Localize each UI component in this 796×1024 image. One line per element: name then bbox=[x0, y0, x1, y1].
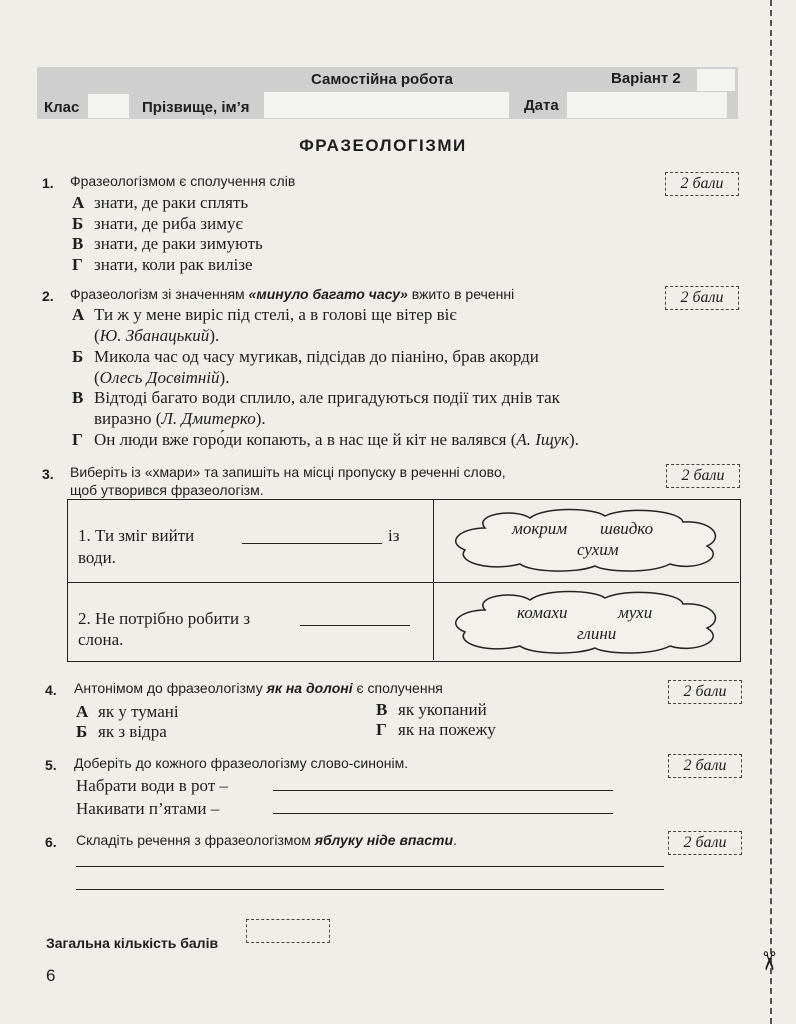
work-title: Самостійна робота bbox=[311, 71, 453, 88]
q3-text-line1: Виберіть із «хмари» та запишіть на місці пропуску в реченні слово, bbox=[70, 464, 506, 480]
q2-text: Фразеологізм зі значенням «минуло багато часу» вжито в реченні bbox=[70, 286, 515, 302]
scissors-icon: ✂ bbox=[753, 950, 783, 972]
cloud-2-word-1[interactable]: комахи bbox=[517, 603, 568, 622]
q3-number: 3. bbox=[42, 466, 54, 482]
q1-text: Фразеологізмом є сполучення слів bbox=[70, 173, 296, 189]
q4-option-a[interactable]: А як у тумані bbox=[76, 702, 179, 721]
variant-field[interactable] bbox=[697, 69, 735, 91]
page-number: 6 bbox=[46, 966, 56, 985]
q5-points: 2 бали bbox=[668, 754, 742, 778]
q2-option-v[interactable]: В Відтоді багато води сплило, але пригадуються події тих днів так bbox=[72, 388, 560, 407]
q3-row1-before: 1. Ти зміг вийти bbox=[78, 526, 195, 545]
q6-number: 6. bbox=[45, 834, 57, 850]
q4-number: 4. bbox=[45, 682, 57, 698]
q2-points: 2 бали bbox=[665, 286, 739, 310]
q4-option-g[interactable]: Г як на пожежу bbox=[376, 720, 496, 739]
q5-number: 5. bbox=[45, 757, 57, 773]
q5-item-1-answer-line[interactable] bbox=[273, 790, 613, 791]
q1-option-g[interactable]: Г знати, коли рак вилізе bbox=[72, 255, 253, 274]
q3-row1-blank[interactable] bbox=[242, 543, 382, 544]
q1-number: 1. bbox=[42, 175, 54, 191]
q3-table-hline bbox=[68, 582, 739, 583]
q5-text: Доберіть до кожного фразеологізму слово-синонім. bbox=[74, 755, 409, 771]
q2-option-v-source: виразно (Л. Дмитерко). bbox=[94, 409, 266, 428]
variant-label: Варіант 2 bbox=[611, 70, 681, 87]
cloud-2-word-2[interactable]: мухи bbox=[618, 603, 653, 622]
q5-item-2: Накивати п’ятами – bbox=[76, 799, 220, 818]
q2-number: 2. bbox=[42, 288, 54, 304]
q6-answer-line-2[interactable] bbox=[76, 889, 664, 890]
q4-text: Антонімом до фразеологізму як на долоні є сполучення bbox=[74, 680, 443, 696]
q3-table-vline bbox=[433, 500, 434, 660]
q1-option-b[interactable]: Б знати, де риба зимує bbox=[72, 214, 243, 233]
q6-text: Складіть речення з фразеологізмом яблуку ніде впасти. bbox=[76, 832, 457, 848]
total-points-label: Загальна кількість балів bbox=[46, 935, 219, 951]
q2-option-a[interactable]: А Ти ж у мене виріс під стелі, а в голові ще вітер віє bbox=[72, 305, 457, 324]
q2-option-b-source: (Олесь Досвітній). bbox=[94, 368, 230, 387]
class-label: Клас bbox=[44, 99, 80, 116]
topic-title: ФРАЗЕОЛОГІЗМИ bbox=[299, 136, 467, 155]
q3-row2-before: 2. Не потрібно робити з bbox=[78, 609, 251, 628]
q1-points: 2 бали bbox=[665, 172, 739, 196]
cloud-1-word-3[interactable]: сухим bbox=[577, 540, 619, 559]
q4-points: 2 бали bbox=[668, 680, 742, 704]
q3-text-line2: щоб утворився фразеологізм. bbox=[70, 482, 264, 498]
q3-row2-blank[interactable] bbox=[300, 625, 410, 626]
q2-option-a-source: (Ю. Збанацький). bbox=[94, 326, 220, 345]
date-label: Дата bbox=[524, 97, 559, 114]
q3-row2-line2: слона. bbox=[78, 630, 124, 649]
q6-points: 2 бали bbox=[668, 831, 742, 855]
q3-row1-line2: води. bbox=[78, 548, 116, 567]
date-field[interactable] bbox=[567, 92, 727, 118]
cloud-1-word-1[interactable]: мокрим bbox=[512, 519, 568, 538]
name-field[interactable] bbox=[264, 92, 509, 118]
header-bar bbox=[37, 67, 738, 119]
q1-option-a[interactable]: А знати, де раки сплять bbox=[72, 193, 249, 212]
q6-answer-line-1[interactable] bbox=[76, 866, 664, 867]
q3-points: 2 бали bbox=[666, 464, 740, 488]
q3-row1-after: із bbox=[388, 526, 400, 545]
q1-option-v[interactable]: В знати, де раки зимують bbox=[72, 234, 263, 253]
name-label: Прізвище, ім’я bbox=[142, 99, 250, 116]
total-points-box[interactable] bbox=[246, 919, 330, 943]
q2-option-g[interactable]: Г Он люди вже горо́ди копають, а в нас ще й кіт не валявся (А. Іщук). bbox=[72, 430, 579, 449]
q4-option-b[interactable]: Б як з відра bbox=[76, 722, 167, 741]
q4-option-v[interactable]: В як укопаний bbox=[376, 700, 487, 719]
cloud-2-icon bbox=[445, 588, 730, 656]
q5-item-2-answer-line[interactable] bbox=[273, 813, 613, 814]
cloud-2-word-3[interactable]: глини bbox=[577, 624, 617, 643]
q2-option-b[interactable]: Б Микола час од часу мугикав, підсідав до піаніно, брав акорди bbox=[72, 347, 539, 366]
q5-item-1: Набрати води в рот – bbox=[76, 776, 229, 795]
class-field[interactable] bbox=[88, 94, 129, 118]
cloud-1-word-2[interactable]: швидко bbox=[600, 519, 654, 538]
